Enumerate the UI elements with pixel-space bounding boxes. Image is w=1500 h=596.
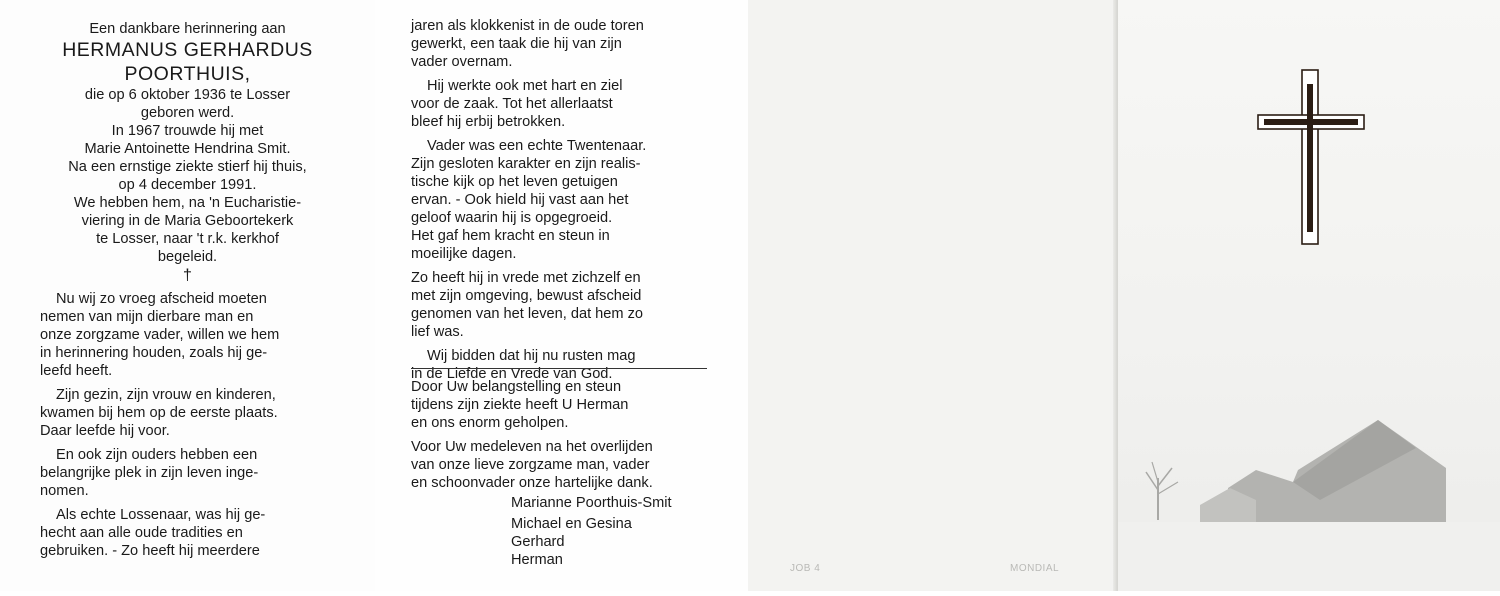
text-line: kwamen bij hem op de eerste plaats. <box>40 405 278 421</box>
middle-page <box>375 0 748 591</box>
deceased-name-line1: HERMANUS GERHARDUS <box>62 39 313 61</box>
deceased-name-line2: POORTHUIS, <box>124 63 251 85</box>
text-line: Voor Uw medeleven na het overlijden <box>411 439 653 455</box>
bio-line: Na een ernstige ziekte stierf hij thuis, <box>68 159 307 175</box>
text-line: bleef hij erbij betrokken. <box>411 114 566 130</box>
signature-line: Michael en Gesina <box>511 516 632 532</box>
intro-line: Een dankbare herinnering aan <box>89 21 286 37</box>
text-line: Wij bidden dat hij nu rusten mag <box>427 348 636 364</box>
paragraph <box>40 506 335 560</box>
text-line: gebruiken. - Zo heeft hij meerdere <box>40 543 260 559</box>
publisher-mark: MONDIAL <box>1010 563 1060 574</box>
paragraph <box>411 137 711 263</box>
paragraph <box>411 269 711 341</box>
paragraph <box>40 290 335 380</box>
text-line: nomen. <box>40 483 89 499</box>
text-line: tische kijk op het leven getuigen <box>411 174 618 190</box>
text-line: vader overnam. <box>411 54 513 70</box>
paragraph <box>411 77 711 131</box>
text-line: Zijn gesloten karakter en zijn realis- <box>411 156 641 172</box>
bio-line: In 1967 trouwde hij met <box>111 123 264 139</box>
text-line: met zijn omgeving, bewust afscheid <box>411 288 642 304</box>
print-code: JOB 4 <box>790 563 821 574</box>
bio-line: Marie Antoinette Hendrina Smit. <box>84 141 291 157</box>
text-line: moeilijke dagen. <box>411 246 517 262</box>
text-line: ervan. - Ook hield hij vast aan het <box>411 192 629 208</box>
bio-line: We hebben hem, na 'n Eucharistie- <box>73 195 302 211</box>
text-line: lief was. <box>411 324 464 340</box>
bio-line: viering in de Maria Geboortekerk <box>81 213 294 229</box>
text-line: Daar leefde hij voor. <box>40 423 170 439</box>
bio-line: begeleid. <box>157 249 218 265</box>
signature-line: Herman <box>511 552 563 568</box>
text-line: gewerkt, een taak die hij van zijn <box>411 36 622 52</box>
text-line: genomen van het leven, dat hem zo <box>411 306 644 322</box>
signature-line: Gerhard <box>511 534 565 550</box>
thanks-paragraph <box>411 438 716 492</box>
text-line: en schoonvader onze hartelijke dank. <box>411 475 653 491</box>
text-line: in de Liefde en Vrede van God. <box>411 366 613 382</box>
back-cover <box>748 0 1118 591</box>
signature-line: Marianne Poorthuis-Smit <box>511 495 672 511</box>
text-line: Vader was een echte Twentenaar. <box>427 138 647 154</box>
middle-text-column <box>411 17 711 383</box>
signatures <box>411 494 716 569</box>
small-cross-icon: † <box>183 267 192 284</box>
text-line: voor de zaak. Tot het allerlaatst <box>411 96 613 112</box>
divider-line <box>411 368 707 369</box>
bio-line: te Losser, naar 't r.k. kerkhof <box>96 231 279 247</box>
thanks-column <box>411 378 716 569</box>
paragraph <box>411 17 711 71</box>
text-line: Zo heeft hij in vrede met zichzelf en <box>411 270 641 286</box>
bio-line: op 4 december 1991. <box>118 177 257 193</box>
bio-line: die op 6 oktober 1936 te Losser <box>84 87 291 103</box>
text-line: geloof waarin hij is opgegroeid. <box>411 210 613 226</box>
left-text-column <box>40 20 335 560</box>
text-line: Het gaf hem kracht en steun in <box>411 228 610 244</box>
bio-lines <box>40 86 335 266</box>
bio-line: geboren werd. <box>140 105 235 121</box>
text-line: hecht aan alle oude tradities en <box>40 525 243 541</box>
snow-field <box>1118 522 1500 591</box>
text-line: van onze lieve zorgzame man, vader <box>411 457 650 473</box>
text-line: leefd heeft. <box>40 363 113 379</box>
text-line: jaren als klokkenist in de oude toren <box>411 18 644 34</box>
paragraph <box>40 386 335 440</box>
thanks-paragraph <box>411 378 716 432</box>
text-line: Zijn gezin, zijn vrouw en kinderen, <box>56 387 276 403</box>
text-line: nemen van mijn dierbare man en <box>40 309 254 325</box>
text-line: in herinnering houden, zoals hij ge- <box>40 345 268 361</box>
text-line: en ons enorm geholpen. <box>411 415 569 431</box>
text-line: onze zorgzame vader, willen we hem <box>40 327 280 343</box>
text-line: tijdens zijn ziekte heeft U Herman <box>411 397 629 413</box>
text-line: belangrijke plek in zijn leven inge- <box>40 465 259 481</box>
text-line: Door Uw belangstelling en steun <box>411 379 622 395</box>
left-page <box>0 0 375 591</box>
text-line: Nu wij zo vroeg afscheid moeten <box>56 291 267 307</box>
text-line: En ook zijn ouders hebben een <box>56 447 258 463</box>
text-line: Als echte Lossenaar, was hij ge- <box>56 507 266 523</box>
cover-illustration <box>1118 0 1500 591</box>
paragraph <box>40 446 335 500</box>
text-line: Hij werkte ook met hart en ziel <box>427 78 623 94</box>
front-cover <box>1118 0 1500 591</box>
